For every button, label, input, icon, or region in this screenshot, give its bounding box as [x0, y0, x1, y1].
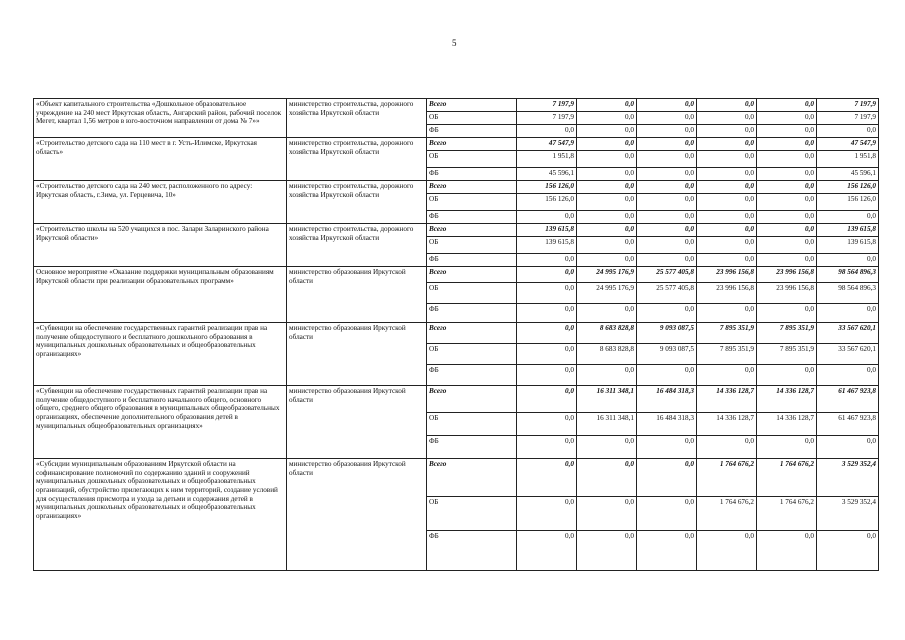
year-value-cell: 0,0 [577, 254, 637, 267]
funding-source-label: ОБ [427, 112, 517, 125]
year-value-cell: 0,0 [757, 436, 817, 459]
year-value-cell: 0,0 [517, 365, 577, 386]
year-value-cell: 0,0 [757, 237, 817, 254]
total-value-cell: 47 547,9 [817, 138, 879, 151]
year-value-cell: 0,0 [757, 365, 817, 386]
responsible-executor: министерство образования Иркутской области [287, 267, 427, 323]
total-value-cell: 0,0 [817, 125, 879, 138]
year-value-cell: 1 764 676,2 [697, 497, 757, 531]
year-value-cell: 0,0 [577, 112, 637, 125]
total-value-cell: 0,0 [817, 531, 879, 571]
year-value-cell: 0,0 [577, 497, 637, 531]
year-value-cell: 0,0 [697, 436, 757, 459]
year-value-cell: 0,0 [757, 254, 817, 267]
year-value-cell: 0,0 [637, 224, 697, 237]
year-value-cell: 0,0 [637, 151, 697, 168]
year-value-cell: 0,0 [577, 459, 637, 497]
measure-description: Основное мероприятие «Оказание поддержки муниципальным образованиям Иркутской области при реализации образовательных программ» [34, 267, 287, 323]
budget-table [33, 98, 879, 571]
year-value-cell: 139 615,8 [517, 237, 577, 254]
year-value-cell: 9 093 087,5 [637, 323, 697, 344]
year-value-cell: 0,0 [697, 194, 757, 211]
year-value-cell: 0,0 [697, 237, 757, 254]
table-row [34, 181, 879, 194]
year-value-cell: 24 995 176,9 [577, 267, 637, 283]
year-value-cell: 0,0 [577, 151, 637, 168]
year-value-cell: 23 996 156,8 [697, 267, 757, 283]
year-value-cell: 14 336 128,7 [757, 413, 817, 436]
year-value-cell: 0,0 [577, 125, 637, 138]
table-row [34, 224, 879, 237]
total-value-cell: 33 567 620,1 [817, 344, 879, 365]
year-value-cell: 25 577 405,8 [637, 283, 697, 304]
responsible-executor: министерство образования Иркутской области [287, 459, 427, 571]
total-value-cell: 139 615,8 [817, 224, 879, 237]
total-value-cell: 61 467 923,8 [817, 386, 879, 413]
total-value-cell: 61 467 923,8 [817, 413, 879, 436]
funding-source-label: Всего [427, 138, 517, 151]
year-value-cell: 0,0 [517, 283, 577, 304]
year-value-cell: 0,0 [757, 112, 817, 125]
year-value-cell: 0,0 [577, 99, 637, 112]
year-value-cell: 47 547,9 [517, 138, 577, 151]
measure-description: «Субвенции на обеспечение государственных гарантий реализации прав на получение общедоступного и бесплатного начального общего, основного общего, среднего общего образования в муниципальных общеобразовательных организациях, обеспечение дополнительного образования детей в муниципальных общеобразовательных организациях» [34, 386, 287, 459]
year-value-cell: 1 951,8 [517, 151, 577, 168]
table-row [34, 99, 879, 112]
year-value-cell: 16 311 348,1 [577, 413, 637, 436]
year-value-cell: 1 764 676,2 [757, 497, 817, 531]
total-value-cell: 156 126,0 [817, 194, 879, 211]
year-value-cell: 0,0 [517, 413, 577, 436]
year-value-cell: 0,0 [577, 224, 637, 237]
year-value-cell: 23 996 156,8 [697, 283, 757, 304]
total-value-cell: 7 197,9 [817, 99, 879, 112]
year-value-cell: 0,0 [577, 365, 637, 386]
year-value-cell: 0,0 [517, 386, 577, 413]
total-value-cell: 98 564 896,3 [817, 283, 879, 304]
funding-source-label: ОБ [427, 151, 517, 168]
year-value-cell: 0,0 [637, 254, 697, 267]
year-value-cell: 0,0 [757, 99, 817, 112]
total-value-cell: 1 951,8 [817, 151, 879, 168]
year-value-cell: 14 336 128,7 [697, 386, 757, 413]
table-row [34, 267, 879, 283]
year-value-cell: 0,0 [577, 304, 637, 323]
year-value-cell: 0,0 [697, 365, 757, 386]
year-value-cell: 0,0 [637, 436, 697, 459]
year-value-cell: 14 336 128,7 [697, 413, 757, 436]
responsible-executor: министерство строительства, дорожного хозяйства Иркутской области [287, 224, 427, 267]
funding-source-label: ФБ [427, 125, 517, 138]
year-value-cell: 0,0 [637, 138, 697, 151]
total-value-cell: 3 529 352,4 [817, 497, 879, 531]
year-value-cell: 0,0 [517, 323, 577, 344]
funding-source-label: Всего [427, 224, 517, 237]
year-value-cell: 0,0 [637, 112, 697, 125]
year-value-cell: 0,0 [697, 304, 757, 323]
total-value-cell: 156 126,0 [817, 181, 879, 194]
funding-source-label: ОБ [427, 237, 517, 254]
year-value-cell: 0,0 [577, 211, 637, 224]
year-value-cell: 0,0 [517, 125, 577, 138]
year-value-cell: 156 126,0 [517, 181, 577, 194]
year-value-cell: 0,0 [637, 181, 697, 194]
year-value-cell: 0,0 [757, 531, 817, 571]
year-value-cell: 16 484 318,3 [637, 413, 697, 436]
total-value-cell: 98 564 896,3 [817, 267, 879, 283]
year-value-cell: 8 683 828,8 [577, 323, 637, 344]
funding-source-label: ОБ [427, 413, 517, 436]
page-number: 5 [452, 38, 457, 48]
year-value-cell: 0,0 [637, 125, 697, 138]
table-row [34, 323, 879, 344]
funding-source-label: Всего [427, 459, 517, 497]
responsible-executor: министерство образования Иркутской области [287, 323, 427, 386]
responsible-executor: министерство строительства, дорожного хозяйства Иркутской области [287, 181, 427, 224]
year-value-cell: 0,0 [697, 181, 757, 194]
year-value-cell: 0,0 [757, 181, 817, 194]
year-value-cell: 7 895 351,9 [757, 344, 817, 365]
year-value-cell: 0,0 [637, 99, 697, 112]
funding-source-label: ОБ [427, 283, 517, 304]
funding-source-label: ФБ [427, 531, 517, 571]
total-value-cell: 0,0 [817, 211, 879, 224]
funding-source-label: ОБ [427, 344, 517, 365]
year-value-cell: 0,0 [577, 531, 637, 571]
year-value-cell: 0,0 [517, 304, 577, 323]
funding-source-label: Всего [427, 267, 517, 283]
year-value-cell: 24 995 176,9 [577, 283, 637, 304]
year-value-cell: 0,0 [757, 211, 817, 224]
year-value-cell: 0,0 [517, 531, 577, 571]
year-value-cell: 7 197,9 [517, 112, 577, 125]
total-value-cell: 0,0 [817, 254, 879, 267]
year-value-cell: 0,0 [757, 125, 817, 138]
year-value-cell: 7 197,9 [517, 99, 577, 112]
year-value-cell: 139 615,8 [517, 224, 577, 237]
year-value-cell: 0,0 [757, 138, 817, 151]
year-value-cell: 1 764 676,2 [757, 459, 817, 497]
year-value-cell: 0,0 [697, 168, 757, 181]
measure-description: «Строительство детского сада на 110 мест в г. Усть-Илимске, Иркутская область» [34, 138, 287, 181]
year-value-cell: 0,0 [637, 497, 697, 531]
year-value-cell: 0,0 [637, 365, 697, 386]
year-value-cell: 0,0 [697, 151, 757, 168]
responsible-executor: министерство образования Иркутской области [287, 386, 427, 459]
funding-source-label: ФБ [427, 211, 517, 224]
year-value-cell: 9 093 087,5 [637, 344, 697, 365]
funding-source-label: ФБ [427, 436, 517, 459]
funding-source-label: ФБ [427, 168, 517, 181]
year-value-cell: 0,0 [577, 237, 637, 254]
funding-source-label: ФБ [427, 254, 517, 267]
total-value-cell: 0,0 [817, 365, 879, 386]
year-value-cell: 0,0 [517, 254, 577, 267]
year-value-cell: 25 577 405,8 [637, 267, 697, 283]
year-value-cell: 0,0 [637, 304, 697, 323]
year-value-cell: 0,0 [697, 531, 757, 571]
year-value-cell: 0,0 [577, 168, 637, 181]
funding-source-label: Всего [427, 181, 517, 194]
year-value-cell: 0,0 [517, 436, 577, 459]
total-value-cell: 139 615,8 [817, 237, 879, 254]
year-value-cell: 0,0 [757, 224, 817, 237]
year-value-cell: 16 311 348,1 [577, 386, 637, 413]
year-value-cell: 0,0 [637, 237, 697, 254]
year-value-cell: 45 596,1 [517, 168, 577, 181]
year-value-cell: 1 764 676,2 [697, 459, 757, 497]
year-value-cell: 0,0 [697, 125, 757, 138]
year-value-cell: 0,0 [697, 138, 757, 151]
measure-description: «Объект капитального строительства «Дошкольное образовательное учреждение на 240 мест Иркутская область, Ангарский район, рабочий поселок Мегет, квартал 1,56 метров в юго-восточном направлении от дома № 7»» [34, 99, 287, 138]
total-value-cell: 3 529 352,4 [817, 459, 879, 497]
year-value-cell: 0,0 [637, 531, 697, 571]
measure-description: «Субвенции на обеспечение государственных гарантий реализации прав на получение общедоступного и бесплатного дошкольного образования в муниципальных дошкольных образовательных и общеобразовательных организациях» [34, 323, 287, 386]
year-value-cell: 0,0 [697, 112, 757, 125]
year-value-cell: 0,0 [577, 181, 637, 194]
year-value-cell: 0,0 [577, 138, 637, 151]
year-value-cell: 0,0 [637, 211, 697, 224]
total-value-cell: 33 567 620,1 [817, 323, 879, 344]
responsible-executor: министерство строительства, дорожного хозяйства Иркутской области [287, 99, 427, 138]
year-value-cell: 0,0 [757, 151, 817, 168]
year-value-cell: 0,0 [577, 436, 637, 459]
year-value-cell: 23 996 156,8 [757, 267, 817, 283]
total-value-cell: 7 197,9 [817, 112, 879, 125]
year-value-cell: 0,0 [637, 168, 697, 181]
funding-source-label: ОБ [427, 497, 517, 531]
year-value-cell: 8 683 828,8 [577, 344, 637, 365]
total-value-cell: 0,0 [817, 436, 879, 459]
year-value-cell: 0,0 [697, 211, 757, 224]
year-value-cell: 0,0 [517, 344, 577, 365]
table-row [34, 459, 879, 497]
measure-description: «Субсидии муниципальным образованиям Иркутской области на софинансирование полномочий по содержанию зданий и сооружений муниципальных дошкольных образовательных и общеобразовательных организаций, обустройство прилегающих к ним территорий, создание условий для осуществления присмотра и ухода за детьми и содержания детей в муниципальных дошкольных образовательных и общеобразовательных организациях» [34, 459, 287, 571]
year-value-cell: 0,0 [637, 459, 697, 497]
year-value-cell: 7 895 351,9 [697, 344, 757, 365]
year-value-cell: 0,0 [517, 497, 577, 531]
year-value-cell: 0,0 [577, 194, 637, 211]
year-value-cell: 23 996 156,8 [757, 283, 817, 304]
measure-description: «Строительство школы на 520 учащихся в пос. Залари Заларинского района Иркутской области» [34, 224, 287, 267]
year-value-cell: 14 336 128,7 [757, 386, 817, 413]
year-value-cell: 0,0 [757, 168, 817, 181]
funding-source-label: Всего [427, 99, 517, 112]
total-value-cell: 45 596,1 [817, 168, 879, 181]
year-value-cell: 0,0 [517, 267, 577, 283]
funding-source-label: ОБ [427, 194, 517, 211]
year-value-cell: 7 895 351,9 [757, 323, 817, 344]
year-value-cell: 0,0 [757, 304, 817, 323]
year-value-cell: 0,0 [517, 211, 577, 224]
year-value-cell: 7 895 351,9 [697, 323, 757, 344]
funding-source-label: Всего [427, 386, 517, 413]
table-row [34, 138, 879, 151]
funding-source-label: Всего [427, 323, 517, 344]
year-value-cell: 0,0 [697, 254, 757, 267]
table-row [34, 386, 879, 413]
year-value-cell: 16 484 318,3 [637, 386, 697, 413]
year-value-cell: 0,0 [697, 99, 757, 112]
responsible-executor: министерство строительства, дорожного хозяйства Иркутской области [287, 138, 427, 181]
year-value-cell: 0,0 [517, 459, 577, 497]
funding-source-label: ФБ [427, 365, 517, 386]
year-value-cell: 0,0 [637, 194, 697, 211]
measure-description: «Строительство детского сада на 240 мест, расположенного по адресу: Иркутская область, г.Зима, ул. Герцевича, 10» [34, 181, 287, 224]
year-value-cell: 0,0 [697, 224, 757, 237]
total-value-cell: 0,0 [817, 304, 879, 323]
funding-source-label: ФБ [427, 304, 517, 323]
year-value-cell: 0,0 [757, 194, 817, 211]
year-value-cell: 156 126,0 [517, 194, 577, 211]
